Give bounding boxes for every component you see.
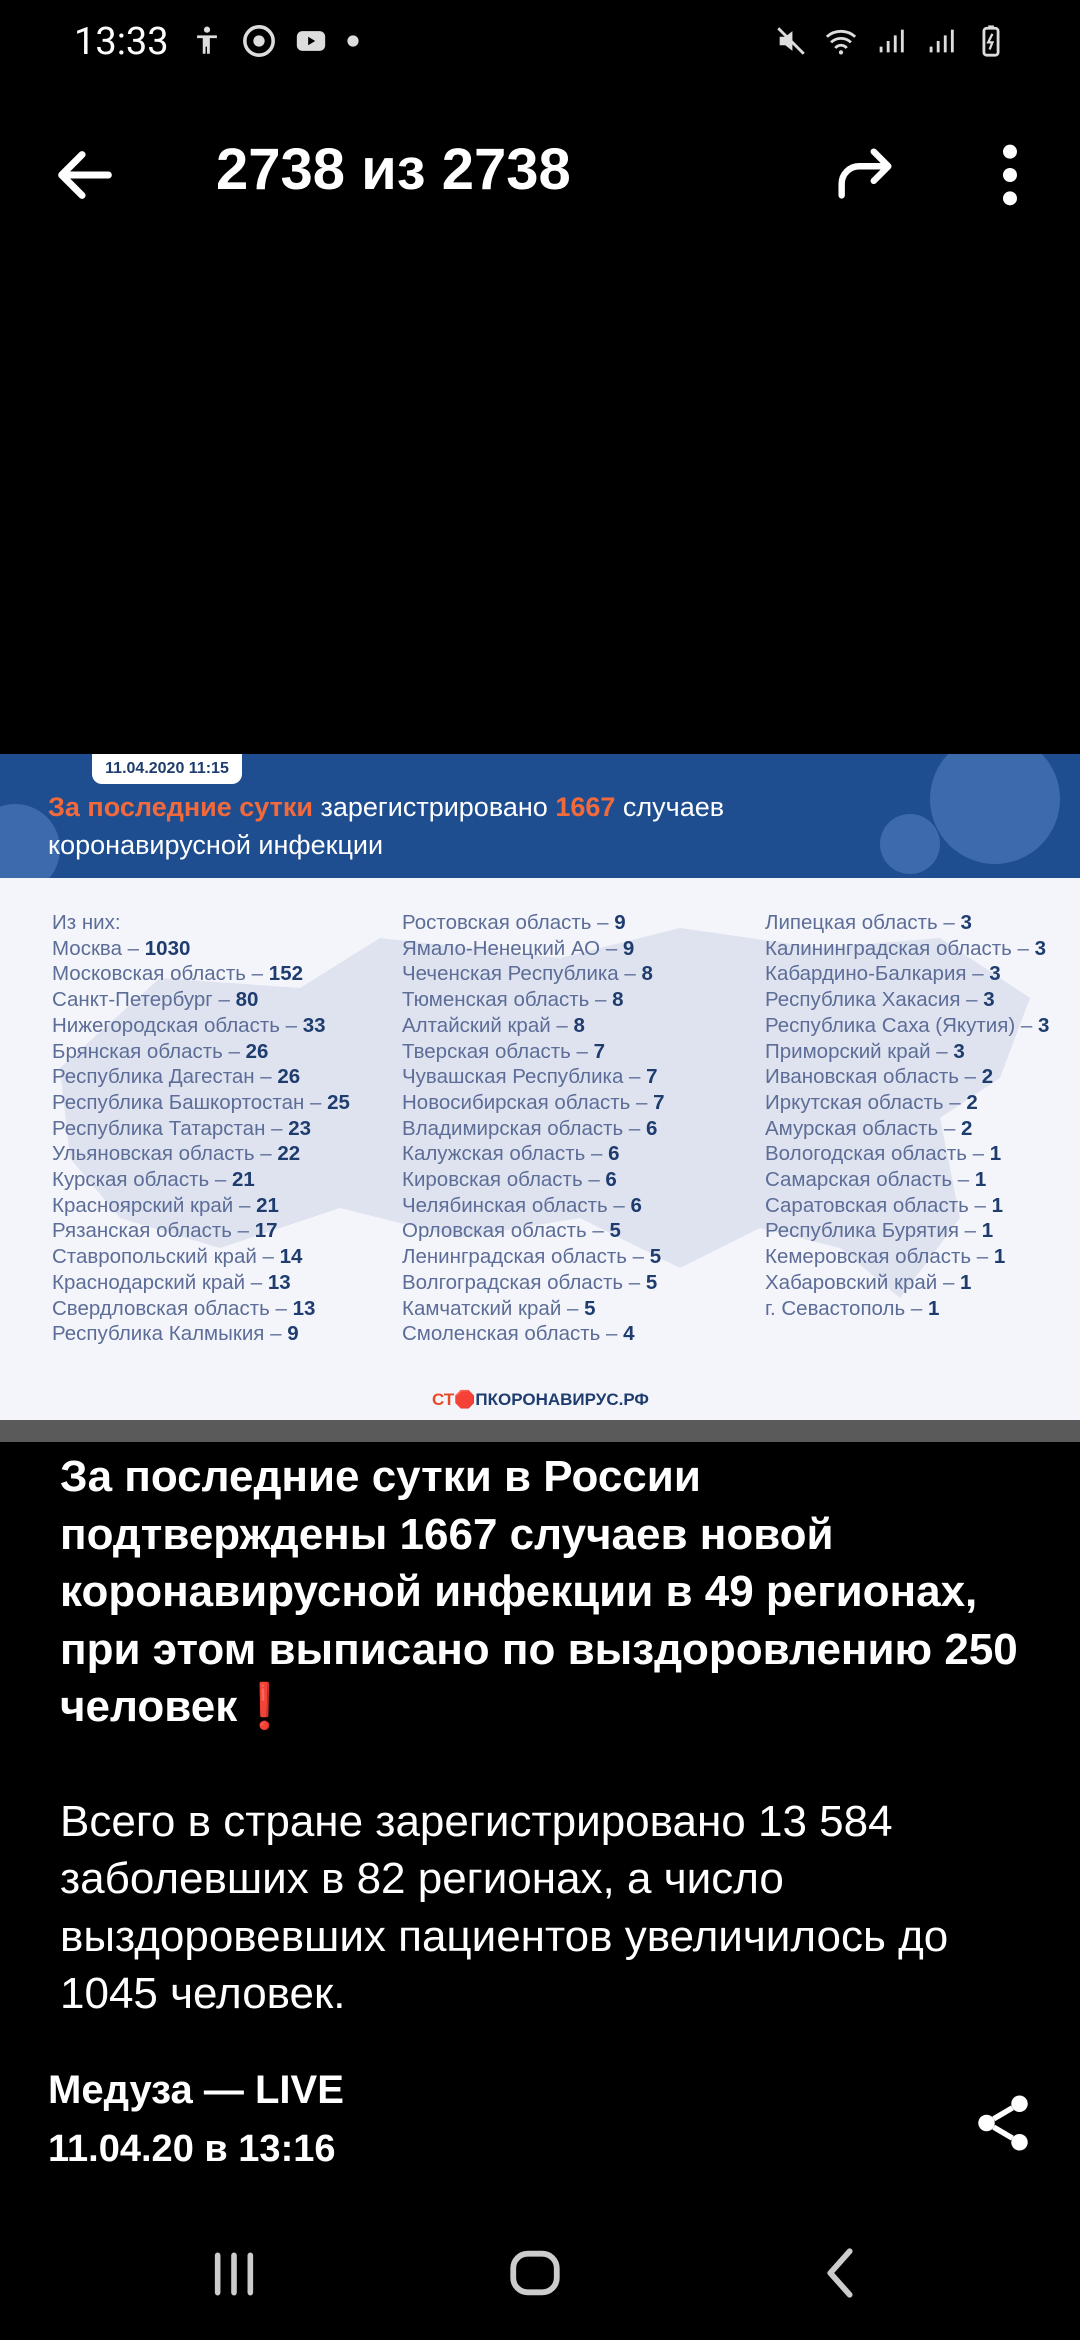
region-row	[52, 1064, 350, 1090]
home-icon[interactable]	[506, 2244, 564, 2302]
region-count: 8	[641, 962, 653, 986]
region-count: 2	[981, 1065, 994, 1089]
region-name: Липецкая область –	[765, 911, 961, 934]
region-count: 1	[927, 1296, 940, 1320]
region-count: 8	[612, 988, 624, 1012]
region-count: 1	[974, 1168, 987, 1192]
region-count: 17	[254, 1219, 278, 1243]
region-row	[402, 1321, 665, 1347]
infographic-date: 11.04.2020 11:15	[92, 754, 242, 784]
accessibility-icon	[190, 24, 224, 58]
region-count: 9	[622, 936, 635, 960]
region-row	[52, 1218, 350, 1244]
virus-decoration	[930, 754, 1060, 864]
region-name: Орловская область –	[402, 1219, 610, 1243]
region-name: Московская область –	[52, 962, 269, 986]
region-row	[402, 1193, 665, 1219]
region-name: Саратовская область –	[765, 1193, 992, 1217]
region-row	[402, 1116, 665, 1142]
regions-column-3	[765, 910, 1049, 1321]
region-count: 5	[584, 1296, 596, 1320]
region-count: 3	[1034, 936, 1047, 960]
region-row	[402, 1039, 665, 1065]
region-count: 25	[327, 1090, 350, 1114]
region-row	[765, 961, 1049, 987]
region-row	[765, 1270, 1049, 1296]
region-row	[402, 961, 665, 987]
region-name: Кировская область –	[402, 1168, 606, 1192]
region-row	[52, 1321, 350, 1347]
system-icons	[774, 24, 1008, 58]
status-time: 13:33	[74, 20, 169, 64]
region-name: Санкт-Петербург –	[52, 988, 236, 1012]
region-count: 1030	[144, 936, 191, 960]
region-name: Приморский край –	[765, 1039, 954, 1063]
signal-icon-2	[924, 24, 958, 58]
region-count: 3	[953, 1039, 965, 1063]
app-bar	[0, 110, 1080, 230]
region-name: Самарская область –	[765, 1168, 975, 1192]
region-name: Калининградская область –	[765, 936, 1035, 960]
page-title: 2738 из 2738	[216, 137, 571, 202]
region-count: 13	[292, 1296, 316, 1320]
region-name: Свердловская область –	[52, 1296, 293, 1320]
more-options-icon[interactable]	[990, 140, 1030, 210]
region-count: 7	[653, 1090, 665, 1114]
region-name: Новосибирская область –	[402, 1090, 654, 1114]
region-name: Республика Калмыкия –	[52, 1322, 288, 1346]
region-row	[402, 1013, 665, 1039]
region-name: Красноярский край –	[52, 1193, 257, 1217]
back-arrow-icon[interactable]	[50, 140, 120, 210]
region-row	[402, 1270, 665, 1296]
region-row	[765, 1064, 1049, 1090]
region-name: Смоленская область –	[402, 1322, 624, 1346]
region-count: 2	[960, 1116, 973, 1140]
region-row	[52, 961, 350, 987]
region-count: 3	[989, 962, 1001, 986]
region-count: 7	[593, 1039, 606, 1063]
region-row	[52, 1090, 350, 1116]
region-count: 13	[267, 1270, 291, 1294]
region-count: 21	[231, 1168, 255, 1192]
region-count: 5	[649, 1245, 662, 1269]
region-count: 2	[966, 1090, 978, 1114]
region-name: Тюменская область –	[402, 988, 613, 1012]
region-name: Рязанская область –	[52, 1219, 255, 1243]
region-name: Ленинградская область –	[402, 1245, 650, 1269]
region-row	[765, 1296, 1049, 1322]
stopcoronavirus-logo: СТ🛑ПКОРОНАВИРУС.РФ	[432, 1390, 649, 1409]
post-caption	[60, 1448, 1030, 2023]
region-count: 26	[245, 1039, 269, 1063]
region-count: 1	[989, 1142, 1002, 1166]
exclamation-icon: ❗	[237, 1682, 293, 1731]
region-count: 3	[1037, 1013, 1050, 1037]
region-name: Нижегородская область –	[52, 1013, 303, 1037]
region-row	[52, 1013, 350, 1039]
region-count: 23	[288, 1116, 312, 1140]
region-name: Алтайский край –	[402, 1013, 574, 1037]
region-row	[402, 910, 665, 936]
chrome-icon	[242, 24, 276, 58]
region-name: Челябинская область –	[402, 1193, 631, 1217]
region-name: Амурская область –	[765, 1116, 961, 1140]
region-row	[402, 987, 665, 1013]
recent-apps-icon[interactable]	[206, 2246, 262, 2302]
signal-icon	[874, 24, 908, 58]
forward-icon[interactable]	[830, 140, 900, 210]
region-name: Курская область –	[52, 1168, 232, 1192]
wifi-icon	[824, 24, 858, 58]
region-name: Москва –	[52, 936, 145, 960]
region-count: 14	[279, 1245, 303, 1269]
region-count: 9	[614, 911, 626, 934]
status-bar	[0, 0, 1080, 90]
region-name: Владимирская область –	[402, 1116, 646, 1140]
nav-back-icon[interactable]	[818, 2244, 862, 2302]
region-count: 6	[630, 1193, 642, 1217]
infographic-headline: За последние сутки зарегистрировано 1667 случаев коронавирусной инфекции	[48, 792, 725, 860]
region-name: Вологодская область –	[765, 1142, 990, 1166]
region-row	[52, 936, 350, 962]
region-row	[402, 1218, 665, 1244]
region-count: 1	[981, 1219, 994, 1243]
region-count: 80	[235, 988, 259, 1012]
region-name: Республика Дагестан –	[52, 1065, 278, 1089]
notification-icons	[190, 24, 360, 58]
region-row	[765, 1090, 1049, 1116]
region-row	[52, 1296, 350, 1322]
region-row	[52, 1167, 350, 1193]
region-name: Республика Бурятия –	[765, 1219, 982, 1243]
region-row	[765, 1013, 1049, 1039]
region-name: Республика Хакасия –	[765, 988, 984, 1012]
share-icon[interactable]	[970, 2090, 1036, 2156]
region-row	[52, 1270, 350, 1296]
region-row	[52, 1193, 350, 1219]
infographic-body	[0, 878, 1080, 1442]
region-count: 22	[277, 1142, 301, 1166]
region-row	[765, 1193, 1049, 1219]
infographic-header	[0, 754, 1080, 878]
region-row	[765, 1244, 1049, 1270]
region-name: Чувашская Республика –	[402, 1065, 647, 1089]
region-row	[402, 1064, 665, 1090]
mute-icon	[774, 24, 808, 58]
region-row	[52, 987, 350, 1013]
region-row	[765, 1141, 1049, 1167]
post-date: 11.04.20 в 13:16	[48, 2128, 336, 2170]
region-name: Краснодарский край –	[52, 1270, 268, 1294]
battery-icon	[974, 24, 1008, 58]
region-name: Чеченская Республика –	[402, 962, 642, 986]
regions-column-2	[402, 910, 665, 1347]
region-count: 5	[609, 1219, 621, 1243]
region-row	[402, 1296, 665, 1322]
region-row	[765, 987, 1049, 1013]
region-count: 4	[623, 1322, 635, 1346]
region-row	[765, 910, 1049, 936]
region-row	[765, 1167, 1049, 1193]
region-name: Камчатский край –	[402, 1296, 585, 1320]
region-name: Ямало-Ненецкий АО –	[402, 936, 623, 960]
image-bottom-strip	[0, 1420, 1080, 1442]
region-count: 1	[960, 1270, 972, 1294]
region-name: Кабардино-Балкария –	[765, 962, 990, 986]
region-count: 1	[993, 1245, 1006, 1269]
region-count: 6	[608, 1142, 620, 1166]
region-name: Калужская область –	[402, 1142, 609, 1166]
youtube-icon	[294, 24, 328, 58]
region-name: Ульяновская область –	[52, 1142, 278, 1166]
region-name: Кемеровская область –	[765, 1245, 994, 1269]
region-count: 7	[646, 1065, 658, 1089]
region-name: Республика Татарстан –	[52, 1116, 289, 1140]
region-name: Иркутская область –	[765, 1090, 967, 1114]
region-row	[402, 1244, 665, 1270]
region-count: 6	[645, 1116, 658, 1140]
infographic-image[interactable]	[0, 754, 1080, 1442]
system-nav-bar	[0, 2220, 1080, 2340]
region-name: Ивановская область –	[765, 1065, 982, 1089]
region-name: Тверская область –	[402, 1039, 594, 1063]
region-row	[402, 1141, 665, 1167]
region-count: 33	[302, 1013, 326, 1037]
region-row	[52, 1039, 350, 1065]
regions-column-1: Из них: Москва – 1030 Московская область – 152 Санкт-Петербург – 80 Нижегородская область – 33 Брянская область – 26 Республика Дагестан – 26 Республика Башкортостан – 25 Республика Татарстан – 23 Ульяновская область – 22 Курская область – 21 Красноярский край – 21 Рязанская область – 17 Ставропольский край – 14 Краснодарский край – 13 Свердловская область – 13 Республика Калмыкия – 9	[52, 911, 350, 1346]
region-name: Ростовская область –	[402, 911, 615, 934]
region-name: г. Севастополь –	[765, 1296, 928, 1320]
region-row	[765, 936, 1049, 962]
region-row	[765, 1218, 1049, 1244]
region-count: 5	[645, 1270, 658, 1294]
region-count: 26	[277, 1065, 301, 1089]
region-row	[765, 1039, 1049, 1065]
region-count: 9	[287, 1322, 299, 1346]
region-row	[52, 1116, 350, 1142]
region-count: 6	[605, 1168, 617, 1192]
region-name: Ставропольский край –	[52, 1245, 280, 1269]
region-row	[402, 936, 665, 962]
region-name: Волгоградская область –	[402, 1270, 646, 1294]
region-row	[52, 1141, 350, 1167]
region-count: 21	[256, 1193, 279, 1217]
region-name: Республика Башкортостан –	[52, 1090, 328, 1114]
region-name: Хабаровский край –	[765, 1270, 961, 1294]
region-row	[402, 1167, 665, 1193]
region-count: 1	[991, 1193, 1003, 1217]
region-row	[402, 1090, 665, 1116]
dot-icon	[346, 24, 360, 58]
region-name: Брянская область –	[52, 1039, 246, 1063]
region-count: 3	[960, 911, 972, 934]
region-row	[52, 1244, 350, 1270]
region-count: 152	[268, 962, 304, 986]
region-count: 8	[573, 1013, 585, 1037]
caption-paragraph-1: За последние сутки в России подтверждены 1667 случаев новой коронавирусной инфекции в 49 регионах, при этом выписано по выздоровлению 250 человек❗	[60, 1452, 1018, 1731]
source-channel[interactable]: Медуза — LIVE	[48, 2068, 344, 2112]
region-count: 3	[983, 988, 995, 1012]
region-row	[765, 1116, 1049, 1142]
caption-paragraph-2: Всего в стране зарегистрировано 13 584 заболевших в 82 регионах, а число выздоровевших пациентов увеличилось до 1045 человек.	[60, 1796, 949, 2018]
region-name: Республика Саха (Якутия) –	[765, 1013, 1038, 1037]
